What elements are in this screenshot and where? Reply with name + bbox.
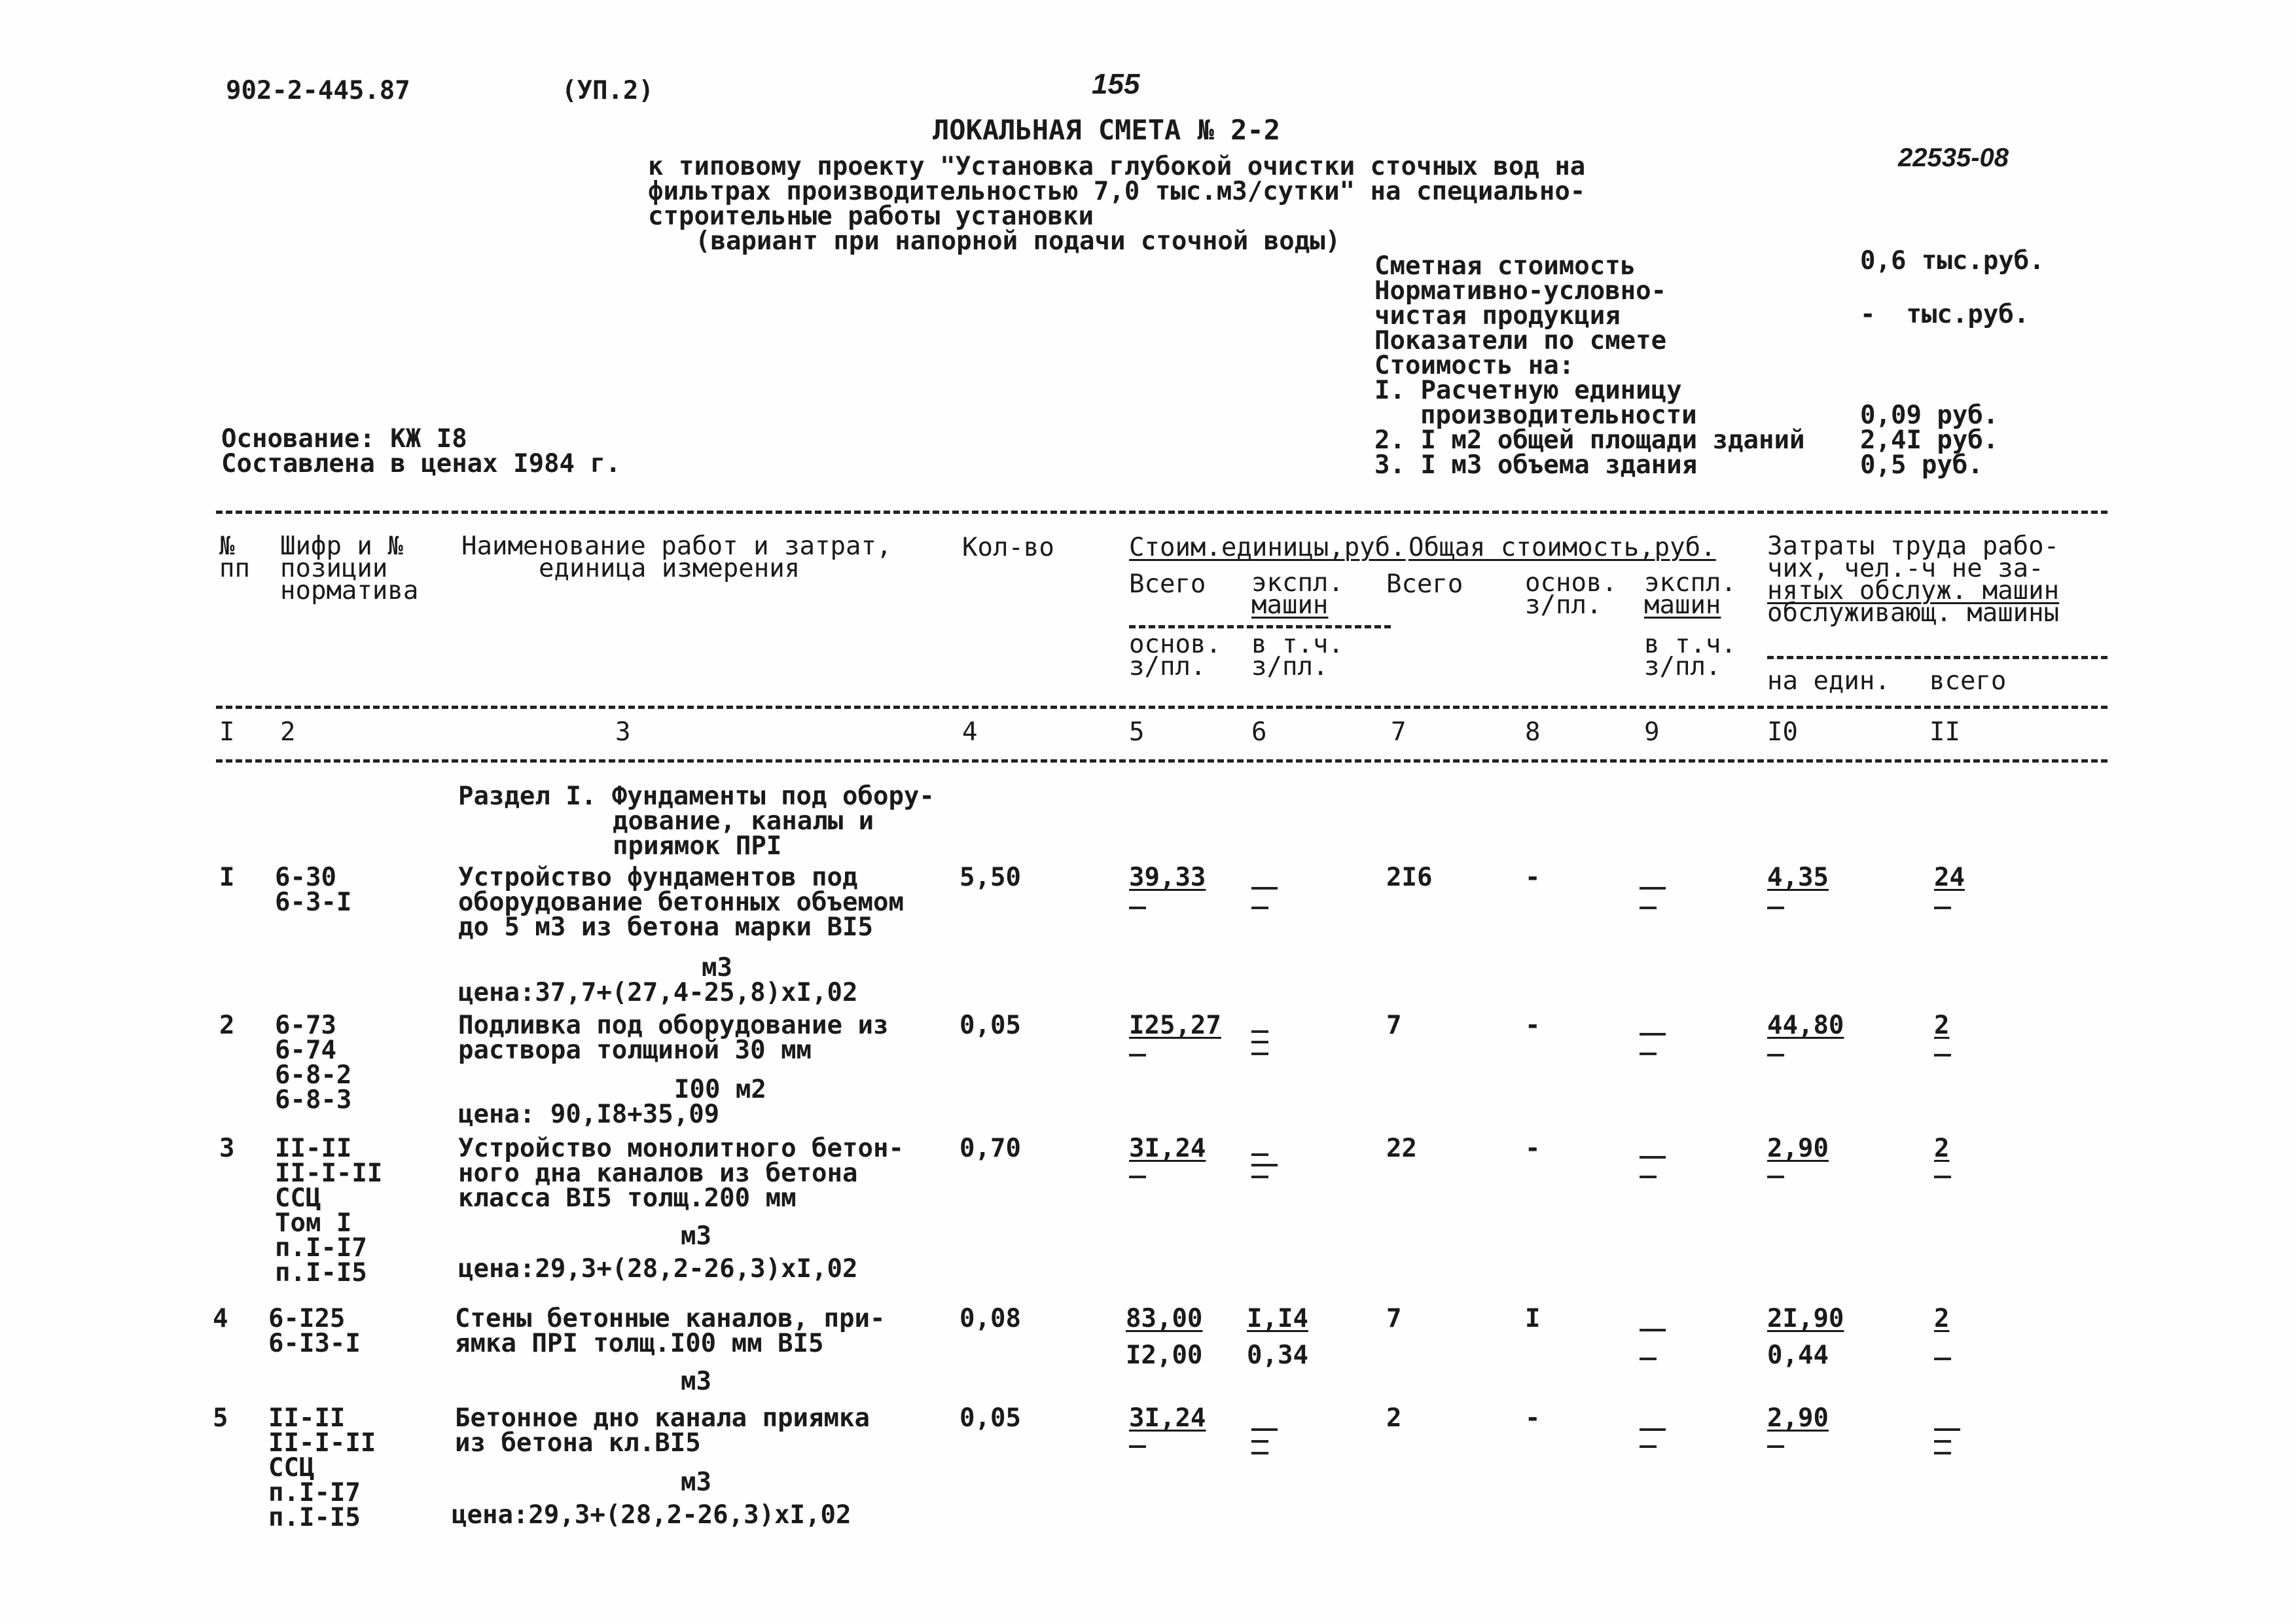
row-quantity: 0,05 [960,1011,1021,1040]
col-number-5: 5 [1129,717,1145,747]
row-quantity: 0,08 [960,1304,1021,1333]
col-number-4: 4 [962,717,978,747]
row-labor-unit-2-dash [1767,1445,1784,1448]
unit-cost-group-header: Стоим.единицы,руб. [1129,533,1406,562]
row-labor-unit-machine: 0,44 [1767,1341,1829,1370]
labor-total-header: всего [1929,666,2007,696]
row-total: 7 [1386,1304,1402,1333]
col-number-2: 2 [280,717,296,747]
unit-machine-wage-header: в т.ч. з/пл. [1251,630,1344,681]
indicators-label: Показатели по смете [1374,326,1667,355]
unit-cost-subrule [1129,625,1391,628]
indicator-2-label: 2. I м2 общей площади зданий [1374,425,1805,455]
indicator-3-value: 0,5 руб. [1860,450,1983,480]
page-number: 155 [1092,68,1140,100]
indicator-3-label: 3. I м3 объема здания [1374,450,1698,480]
row-machine-wage-dash [1251,907,1268,909]
row-number: I [219,863,235,892]
unit-machines-header: экспл. машин [1251,568,1344,620]
subtitle-line-4: (вариант при напорной подачи сточной воды) [695,226,1341,256]
row-wage: - [1525,1403,1541,1433]
row-quantity: 0,70 [960,1134,1021,1163]
row-total: 2 [1386,1403,1402,1433]
row-machine-wage-dash [1251,1452,1268,1454]
row-machines-dash [1251,887,1278,890]
row-price-formula: цена:29,3+(28,2-26,3)хI,02 [452,1500,852,1530]
row-work-name: Подливка под оборудование из раствора толщиной 30 мм [458,1011,889,1065]
labor-group-header: Затраты труда рабо- чих, чел.-ч не за- нятых обслуж. машин обслуживающ. машины [1767,532,2060,628]
row-labor-unit-2-dash [1767,907,1784,909]
row-unit-cost: 83,00 [1126,1304,1203,1333]
row-total: 22 [1386,1134,1417,1163]
row-unit-wage-dash [1129,907,1146,909]
indicator-1-label-cont: производительности [1420,401,1697,430]
row-machine-wage-dash [1251,1164,1278,1166]
row-number: 2 [219,1011,235,1040]
row-code: 6-30 6-3-I [275,863,352,917]
row-labor-total-2-dash [1934,1452,1951,1454]
cost-per-label: Стоимость на: [1374,351,1575,380]
row-labor-unit: 4,35 [1767,863,1829,892]
estimated-cost-label: Сметная стоимость [1374,251,1636,281]
row-wage: - [1525,1134,1541,1163]
unit-wage-header: основ. з/пл. [1129,630,1221,681]
row-unit: I00 м2 [674,1075,766,1104]
col-number-10: I0 [1767,717,1798,747]
row-labor-unit: 2I,90 [1767,1304,1844,1333]
row-unit-cost: 3I,24 [1129,1134,1206,1163]
row-code: 6-73 6-74 6-8-2 6-8-3 [275,1011,352,1115]
registration-number: 22535-08 [1898,143,2009,172]
col-number-11: II [1929,717,1960,747]
row-code: II-II II-I-II ССЦ Том I п.I-I7 п.I-I5 [275,1134,383,1288]
labor-subrule [1767,656,2108,659]
row-number: 3 [219,1134,235,1163]
document-code: 902-2-445.87 [226,76,410,105]
col-number-3: 3 [615,717,631,747]
page-title: ЛОКАЛЬНАЯ СМЕТА № 2-2 [933,114,1281,146]
row-total-machine-wage-dash [1640,1053,1657,1055]
row-quantity: 0,05 [960,1403,1021,1433]
row-machines-dash [1251,1428,1278,1431]
row-machine-wage-dash [1251,1041,1268,1043]
row-unit-cost: 39,33 [1129,863,1206,892]
row-unit: м3 [681,1468,711,1497]
row-total-machines-dash [1640,1428,1666,1431]
row-labor-total-2-dash [1934,1176,1951,1178]
row-labor-total-2-dash [1934,907,1951,909]
subtitle-line-3: строительные работы установки [648,202,1094,231]
album-number: (УП.2) [562,76,654,105]
row-unit-wage-dash [1129,1176,1146,1178]
price-basis-line: Составлена в ценах I984 г. [221,449,621,478]
total-wage-header: основ. з/пл. [1525,568,1617,620]
row-labor-total: 2 [1934,1134,1950,1163]
subtitle-line-2: фильтрах производительностью 7,0 тыс.м3/сутки" на специально- [648,177,1586,206]
row-unit-wage: I2,00 [1126,1341,1203,1370]
col-number-9: 9 [1644,717,1660,747]
row-labor-total-dash [1934,1440,1951,1443]
row-code: 6-I25 6-I3-I [268,1304,361,1358]
row-machine-wage-dash [1251,1176,1268,1178]
total-machines-header: экспл. машин [1644,568,1736,620]
row-machines-dash [1251,1030,1268,1033]
row-labor-unit: 2,90 [1767,1134,1829,1163]
row-labor-unit-2-dash [1767,1176,1784,1178]
row-unit: м3 [681,1221,711,1251]
indicator-2-value: 2,4I руб. [1860,425,1999,455]
row-work-name: Бетонное дно канала приямка из бетона кл.BI5 [455,1403,870,1458]
row-labor-unit-2-dash [1767,1054,1784,1056]
col-qty-header: Кол-во [962,533,1054,562]
row-machine-wage-dash [1251,1053,1268,1055]
row-total: 7 [1386,1011,1402,1040]
row-unit: м3 [681,1367,711,1396]
subtitle-line-1: к типовому проекту "Установка глубокой очистки сточных вод на [648,152,1586,181]
row-unit-cost: I25,27 [1129,1011,1221,1040]
total-total-header: Всего [1386,569,1463,599]
table-top-rule [216,511,2108,514]
row-total-machine-wage-dash [1640,1445,1657,1448]
row-quantity: 5,50 [960,863,1021,892]
row-total-machine-wage-dash [1640,1176,1657,1178]
basis-line: Основание: КЖ I8 [221,424,467,454]
row-number: 4 [213,1304,228,1333]
row-machines-dash [1251,1153,1268,1156]
row-total-machines-dash [1640,887,1666,890]
row-unit: м3 [702,953,732,983]
row-total-machine-wage-dash [1640,907,1657,909]
row-work-name: Устройство фундаментов под оборудование бетонных объемом до 5 м3 из бетона марки BI5 [458,863,904,942]
row-unit-machines: I,I4 [1247,1304,1308,1333]
net-product-label-2: чистая продукция [1374,301,1621,331]
row-total: 2I6 [1386,863,1433,892]
row-total-machines-dash [1640,1033,1666,1036]
estimated-cost-value: 0,6 тыс.руб. [1860,246,2045,276]
row-labor-total-dash [1934,1428,1960,1431]
row-labor-total: 2 [1934,1304,1950,1333]
row-unit-machine-wage: 0,34 [1247,1341,1308,1370]
col-num-header: № пп [219,532,250,583]
row-machine-wage-dash [1251,1440,1268,1443]
labor-unit-header: на един. [1767,666,1890,696]
unit-total-header: Всего [1129,569,1206,599]
col-number-7: 7 [1391,717,1407,747]
section-title: Раздел I. Фундаменты под обору- дование, каналы и приямок ПРI [458,782,935,861]
row-labor-unit: 2,90 [1767,1403,1829,1433]
indicator-1-label: I. Расчетную единицу [1374,376,1682,405]
indicator-1-value: 0,09 руб. [1860,401,1999,430]
row-labor-unit: 44,80 [1767,1011,1844,1040]
row-price-formula: цена: 90,I8+35,09 [458,1100,720,1129]
row-number: 5 [213,1403,228,1433]
col-number-1: I [219,717,235,747]
row-labor-total-2-dash [1934,1054,1951,1056]
row-unit-cost: 3I,24 [1129,1403,1206,1433]
row-price-formula: цена:37,7+(27,4-25,8)хI,02 [458,978,858,1007]
row-wage: I [1525,1304,1541,1333]
row-work-name: Устройство монолитного бетон- ного дна каналов из бетона класса BI5 толщ.200 мм [458,1134,904,1213]
row-labor-total-2-dash [1934,1358,1951,1360]
row-wage: - [1525,863,1541,892]
row-total-machines-dash [1640,1329,1666,1331]
row-labor-total: 2 [1934,1011,1950,1040]
total-cost-group-header: Общая стоимость,руб. [1408,533,1716,562]
net-product-value: - тыс.руб. [1860,300,2030,329]
row-price-formula: цена:29,3+(28,2-26,3)хI,02 [458,1254,858,1284]
col-code-header: Шифр и № позиции норматива [280,532,419,605]
row-unit-wage-dash [1129,1054,1146,1056]
row-code: II-II II-I-II ССЦ п.I-I7 п.I-I5 [268,1403,376,1532]
col-name-header: Наименование работ и затрат, единица измерения [461,532,892,583]
row-unit-wage-dash [1129,1445,1146,1448]
col-number-8: 8 [1525,717,1541,747]
column-numbers-rule [216,759,2108,763]
total-machine-wage-header: в т.ч. з/пл. [1644,630,1736,681]
row-wage: - [1525,1011,1541,1040]
col-number-6: 6 [1251,717,1267,747]
header-bottom-rule [216,706,2108,709]
net-product-label-1: Нормативно-условно- [1374,276,1667,306]
row-total-machines-dash [1640,1156,1666,1159]
row-work-name: Стены бетонные каналов, при- ямка ПРI толщ.I00 мм BI5 [455,1304,886,1358]
row-labor-total: 24 [1934,863,1965,892]
row-total-machine-wage-dash [1640,1358,1657,1360]
